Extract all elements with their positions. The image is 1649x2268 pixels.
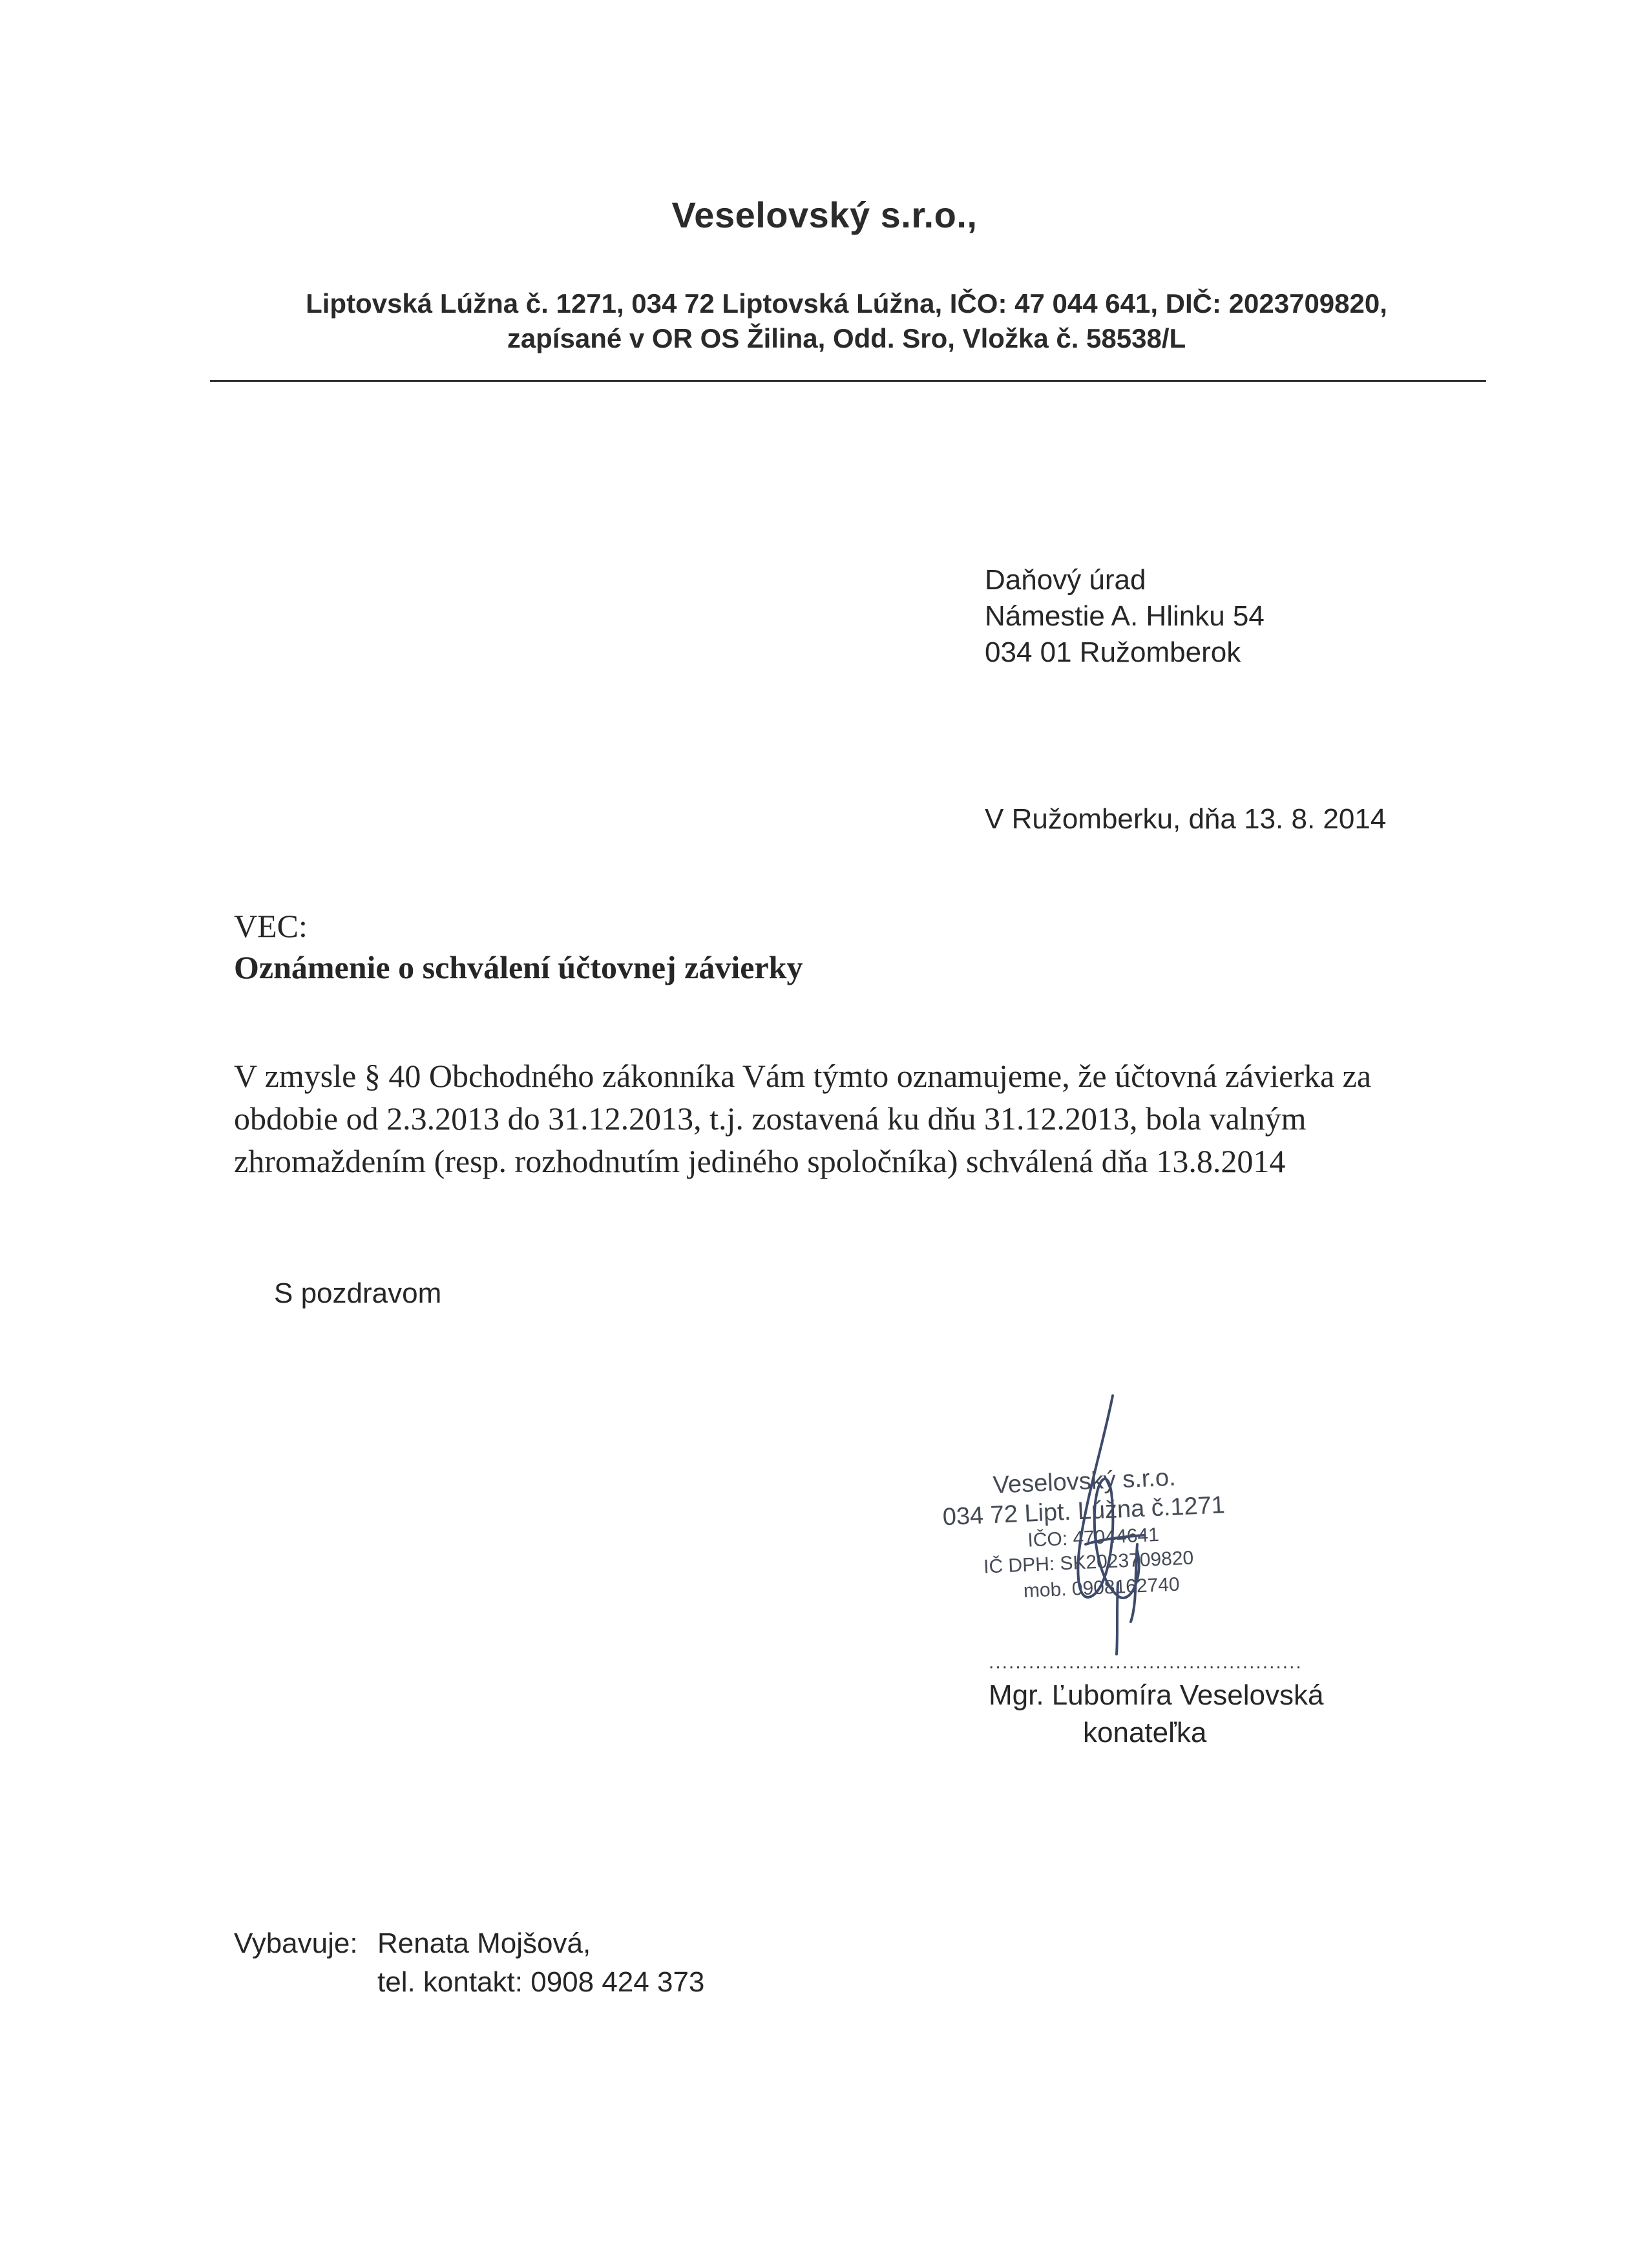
date-line: V Ružomberku, dňa 13. 8. 2014 (985, 803, 1387, 835)
recipient-line-1: Daňový úrad (985, 564, 1146, 596)
recipient-line-2: Námestie A. Hlinku 54 (985, 600, 1265, 632)
stamp-line-5: mob. 0908162740 (1023, 1573, 1181, 1602)
company-address: Liptovská Lúžna č. 1271, 034 72 Liptovská Lúžna, IČO: 47 044 641, DIČ: 2023709820, (306, 288, 1387, 319)
header-divider (210, 380, 1486, 382)
stamp-line-3: IČO: 47044641 (1027, 1524, 1160, 1551)
body-line-2 (234, 1097, 1468, 1140)
company-name: Veselovský s.r.o., (671, 194, 978, 235)
contact-phone: tel. kontakt: 0908 424 373 (377, 1966, 705, 1998)
body-paragraph (234, 1055, 1468, 1182)
stamp-line-2: 034 72 Lipt. Lúžna č.1271 (941, 1491, 1226, 1531)
body-line-2-text: obdobie od 2.3.2013 do 31.12.2013, t.j. zostavená ku dňu 31.12.2013, bola valným (234, 1100, 1307, 1137)
recipient-address (985, 562, 1265, 671)
body-line-3 (234, 1140, 1468, 1182)
signer-name: Mgr. Ľubomíra Veselovská (989, 1679, 1324, 1711)
subject-title: Oznámenie o schválení účtovnej závierky (234, 949, 803, 985)
signature-line: ............................................... (989, 1652, 1303, 1673)
signer-role: konateľka (1083, 1717, 1207, 1748)
handled-by-name: Renata Mojšová, (377, 1927, 591, 1959)
handled-by-label: Vybavuje: (234, 1927, 358, 1959)
body-line-1 (234, 1055, 1468, 1097)
stamp-line-4: IČ DPH: SK2023709820 (983, 1547, 1194, 1578)
body-line-3-text: zhromaždením (resp. rozhodnutím jediného spoločníka) schválená dňa 13.8.2014 (234, 1143, 1286, 1179)
body-line-1-text: V zmysle § 40 Obchodného zákonníka Vám týmto oznamujeme, že účtovná závierka za (234, 1058, 1372, 1094)
greeting: S pozdravom (274, 1277, 442, 1309)
recipient-line-3: 034 01 Ružomberok (985, 636, 1241, 668)
stamp-line-1: Veselovský s.r.o. (992, 1464, 1177, 1499)
company-register: zapísané v OR OS Žilina, Odd. Sro, Vložka č. 58538/L (507, 323, 1186, 353)
subject-label: VEC: (234, 908, 308, 944)
handwritten-signature (1040, 1389, 1170, 1661)
